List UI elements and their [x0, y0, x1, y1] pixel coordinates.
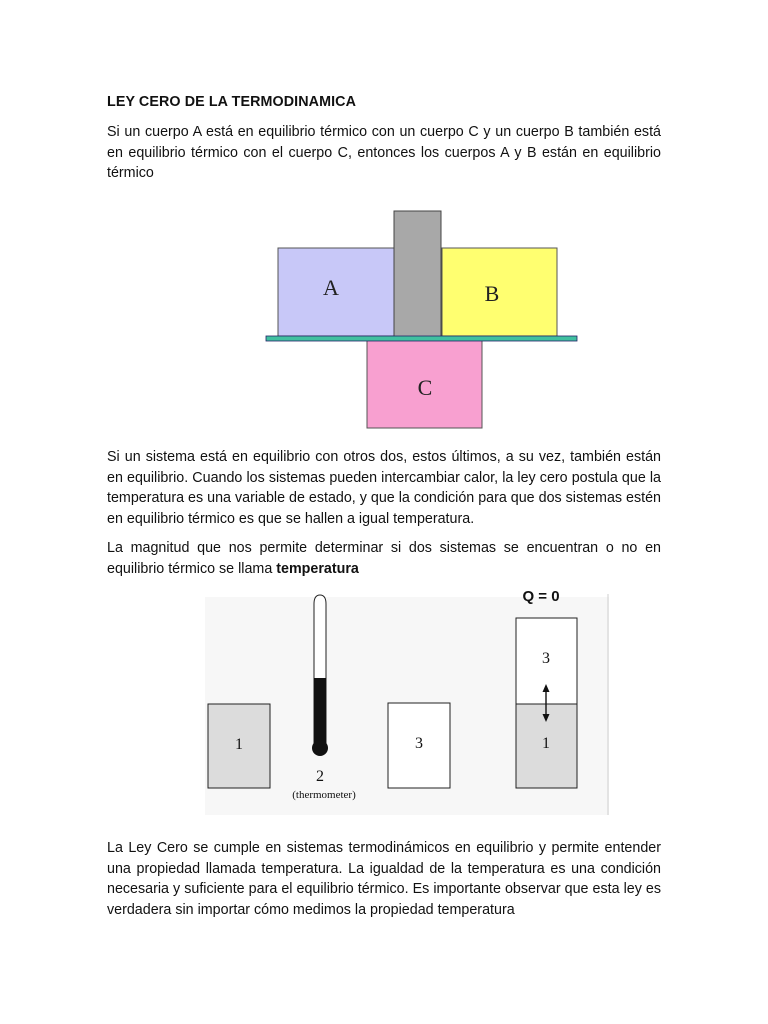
thermometer-icon [312, 595, 328, 756]
block-c-label: C [417, 375, 433, 400]
page-title: LEY CERO DE LA TERMODINAMICA [107, 94, 357, 110]
thermometer-number: 2 [316, 768, 324, 785]
stack-bottom-label: 1 [542, 735, 550, 752]
paragraph-explanation: Si un sistema está en equilibrio con otros dos, estos últimos, a su vez, también están en equilibrio. Cuando los sistemas pueden intercambiar calor, la ley cero postula que la temperatura es una variable de estado, y que la condición para que dos sistemas estén en equilibrio térmico es que se hallen a igual temperatura. [107, 449, 661, 527]
paragraph-magnitude-bold: temperatura [276, 560, 359, 577]
paragraph-magnitude-text: La magnitud que nos permite determinar si dos sistemas se encuentran o no en equilibrio térmico se llama [107, 540, 661, 577]
heat-zero-label: Q = 0 [522, 588, 560, 605]
system-3-label: 3 [415, 735, 423, 752]
stack-top-label: 3 [542, 650, 550, 667]
paragraph-conclusion: La Ley Cero se cumple en sistemas termodinámicos en equilibrio y permite entender una propiedad llamada temperatura. La igualdad de la temperatura es una condición necesaria y suficiente para el equilibrio térmico. Es importante observar que esta ley es verdadera sin importar cómo medimos la propiedad temperatura [107, 840, 661, 918]
paragraph-definition: Si un cuerpo A está en equilibrio térmico con un cuerpo C y un cuerpo B también está en equilibrio térmico con el cuerpo C, entonces los cuerpos A y B están en equilibrio térmico [107, 124, 661, 181]
block-a-label: A [323, 275, 339, 300]
thermometer-caption: (thermometer) [292, 789, 356, 801]
block-b-label: B [484, 281, 500, 306]
system-1-label: 1 [235, 736, 243, 753]
